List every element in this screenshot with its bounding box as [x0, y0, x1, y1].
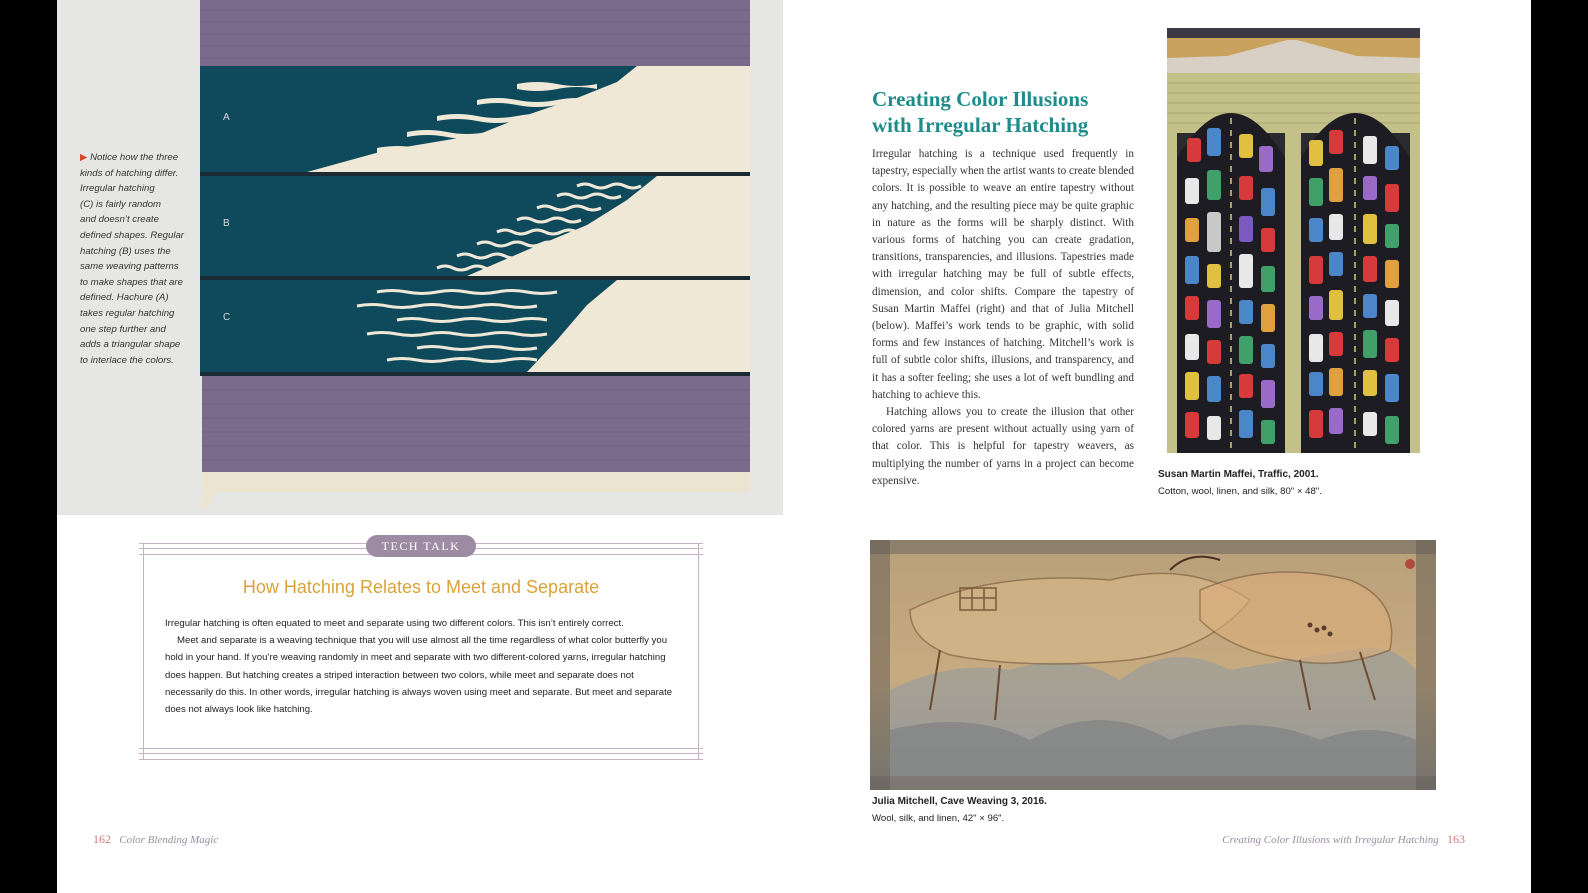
photo-label-c: C [223, 312, 231, 323]
caption-line: same weaving patterns [80, 261, 179, 273]
caption-line: and doesn’t create [80, 214, 159, 226]
article-title-line: Creating Color Illusions [872, 87, 1089, 111]
cave-caption [872, 793, 1272, 827]
running-head-left: Color Blending Magic [119, 834, 219, 846]
caption-line: (C) is fairly random [80, 198, 162, 210]
article-paragraph: Hatching allows you to create the illusion that other colored yarns are present without actually using yarn of that color. This is helpful for tapestry weavers, as multiplying the number of yarns in a project can become expensive. [872, 406, 1134, 487]
caption-line: Irregular hatching [80, 183, 155, 195]
caption-line: takes regular hatching [80, 307, 175, 319]
cave-weaving-illustration [870, 540, 1436, 790]
tech-talk-right-rule [698, 543, 699, 760]
photo-caption [80, 150, 200, 368]
photo-label-b: B [223, 218, 230, 229]
page-number-right: 163 [1447, 832, 1465, 846]
tech-talk-box [139, 539, 703, 760]
article-paragraph: Irregular hatching is a technique used frequently in tapestry, especially when the artist wants to create blended colors. It is possible to weave an entire tapestry without any hatching, and the resulting piece may be quite graphic in nature as the forms will be sharply distinct. With various forms of hatching you can create gradation, transitions, transparencies, and illusions. Tapestries made with irregular hatching may be full of subtle effects, dimension, and color shifts. Compare the tapestry of Susan Martin Maffei (right) and that of Julia Mitchell (below). Maffei’s work tends to be graphic, with solid forms and few instances of hatching. Mitchell’s work is full of subtle color shifts, illusions, and transparency, and it has a softer feeling; she uses a lot of weft bundling and hatching to achieve this. [872, 148, 1134, 401]
folio-left [93, 832, 218, 847]
tech-talk-body [165, 615, 677, 718]
running-head-right: Creating Color Illusions with Irregular Hatching [1222, 834, 1439, 846]
caption-line: to make shapes that are [80, 276, 183, 288]
caption-line: defined shapes. Regular [80, 229, 185, 241]
cave-caption-title: Julia Mitchell, Cave Weaving 3, 2016. [872, 796, 1047, 807]
page-number-left: 162 [93, 832, 111, 846]
caption-line: one step further and [80, 323, 166, 335]
photo-label-a: A [223, 112, 230, 123]
caption-line: hatching (B) uses the [80, 245, 171, 257]
article-title-line: with Irregular Hatching [872, 113, 1089, 137]
article-title [872, 86, 1152, 138]
caption-arrow-icon: ▶ [80, 152, 88, 163]
tech-talk-left-rule [143, 543, 144, 760]
tech-talk-bottom-rule [139, 748, 703, 760]
caption-line: defined. Hachure (A) [80, 292, 169, 304]
tech-talk-badge: TECH TALK [366, 535, 476, 557]
cave-caption-detail: Wool, silk, and linen, 42" × 96". [872, 813, 1005, 824]
tech-talk-paragraph: Meet and separate is a weaving technique that you will use almost all the time regardless of what color butterfly you hold in your hand. If you’re weaving randomly in meet and separate with two different-colored yarns, irregular hatching does happen. But hatching creates a striped interaction between two colors, while meet and separate does not necessarily do this. In other words, irregular hatching is always woven using meet and separate. But meet and separate does not always look like hatching. [165, 635, 673, 716]
caption-line: adds a triangular shape [80, 339, 181, 351]
caption-line: to interlace the colors. [80, 354, 174, 366]
traffic-caption-detail: Cotton, wool, linen, and silk, 80" × 48". [1158, 486, 1322, 497]
book-spread [57, 0, 1531, 893]
traffic-caption-title: Susan Martin Maffei, Traffic, 2001. [1158, 469, 1319, 480]
traffic-tapestry-illustration [1167, 28, 1420, 453]
folio-right [1222, 832, 1465, 847]
weaving-sample-photo [57, 0, 783, 515]
traffic-caption [1158, 466, 1458, 500]
tech-talk-title: How Hatching Relates to Meet and Separate [242, 577, 600, 597]
cave-weaving-image [870, 540, 1436, 790]
article-body [872, 146, 1134, 490]
caption-line: Notice how the three [90, 152, 179, 163]
traffic-tapestry-image [1167, 28, 1420, 453]
caption-line: kinds of hatching differ. [80, 167, 179, 179]
tech-talk-paragraph: Irregular hatching is often equated to meet and separate using two different colors. This isn’t entirely correct. [165, 618, 624, 629]
